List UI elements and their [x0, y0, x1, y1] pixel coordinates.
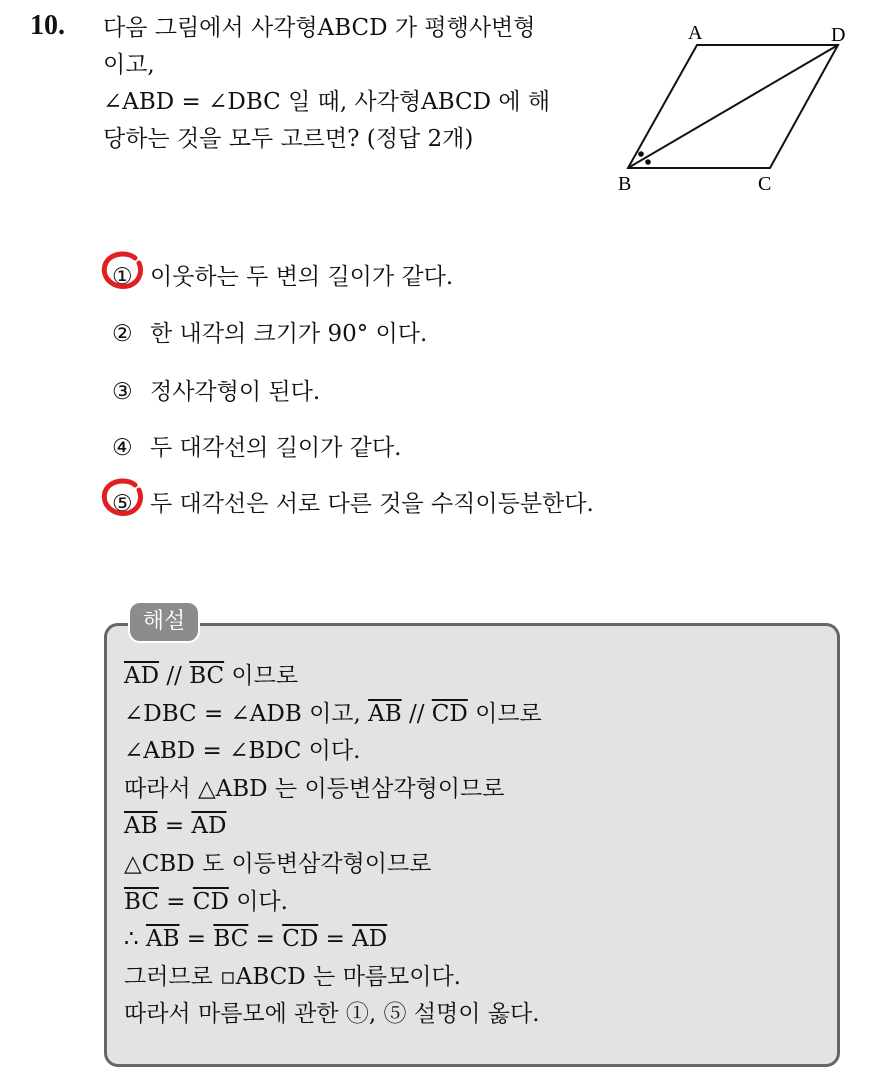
segment-label: $\overline{AD}$ — [191, 813, 227, 840]
explanation-line: △CBD 도 이등변삼각형이므로 — [124, 850, 432, 877]
operator: // — [401, 700, 432, 727]
segment-label: $\overline{CD}$ — [282, 926, 319, 953]
choice-1[interactable] — [112, 258, 453, 291]
operator: = — [158, 888, 193, 915]
answer-circle-mark — [101, 250, 145, 292]
choice-text: 두 대각선의 길이가 같다. — [150, 435, 402, 461]
explanation-line: 따라서 △ABD 는 이등변삼각형이므로 — [124, 775, 505, 802]
explanation-line: 따라서 마름모에 관한 ①, ⑤ 설명이 옳다. — [124, 1001, 540, 1028]
answer-circle-mark — [101, 477, 145, 519]
vertex-label-c: C — [758, 173, 772, 195]
question-line: ∠ABD = ∠DBC 일 때, 사각형ABCD 에 해 — [103, 89, 551, 115]
segment-label: $\overline{BC}$ — [124, 888, 159, 915]
choice-text: 두 대각선은 서로 다른 것을 수직이등분한다. — [150, 491, 594, 517]
vertex-label-b: B — [618, 173, 632, 195]
explanation-line — [124, 884, 824, 922]
segment-label: $\overline{AB}$ — [368, 700, 402, 727]
explanation-line — [124, 808, 824, 846]
choice-number: ③ — [112, 379, 133, 405]
choice-text: 정사각형이 된다. — [150, 379, 321, 405]
angle-mark-dbc — [645, 159, 651, 165]
choice-3[interactable] — [112, 373, 320, 406]
question-stem — [103, 10, 603, 158]
operator: = — [318, 926, 353, 953]
choice-text: 한 내각의 크기가 90° 이다. — [150, 321, 428, 347]
choice-number: ④ — [112, 435, 133, 461]
explanation-line — [124, 658, 824, 696]
explanation-text: 이므로 — [224, 663, 299, 689]
explanation-text: ∴ — [124, 926, 146, 953]
explanation-line — [124, 696, 824, 734]
question-number: 10. — [30, 10, 65, 41]
segment-label: $\overline{CD}$ — [431, 700, 468, 727]
explanation-line: 그러므로 ▫ABCD 는 마름모이다. — [124, 963, 461, 990]
vertex-label-a: A — [688, 22, 703, 44]
operator: = — [248, 926, 283, 953]
segment-label: $\overline{AB}$ — [124, 813, 158, 840]
choice-5[interactable] — [112, 485, 594, 518]
choice-4[interactable] — [112, 429, 401, 462]
operator: = — [157, 813, 192, 840]
segment-label: $\overline{AD}$ — [352, 926, 388, 953]
vertex-label-d: D — [831, 24, 846, 46]
explanation-body — [124, 658, 824, 1034]
explanation-line: ∠ABD = ∠BDC 이다. — [124, 738, 361, 765]
choice-text: 이웃하는 두 변의 길이가 같다. — [150, 264, 454, 290]
explanation-text: 이므로 — [467, 700, 542, 727]
segment-label: $\overline{BC}$ — [213, 926, 249, 953]
explanation-text: ∠DBC = ∠ADB 이고, — [124, 700, 369, 727]
segment-label: $\overline{BC}$ — [189, 663, 225, 689]
choice-2[interactable] — [112, 315, 427, 348]
segment-label: $\overline{CD}$ — [192, 888, 229, 915]
parallelogram-figure — [600, 18, 870, 198]
explanation-text: 이다. — [228, 888, 288, 915]
operator: // — [159, 663, 190, 689]
segment-label: $\overline{AD}$ — [124, 663, 160, 689]
question-line: 다음 그림에서 사각형ABCD 가 평행사변형 — [103, 15, 536, 41]
segment-label: $\overline{AB}$ — [145, 926, 180, 953]
choice-number: ① — [112, 264, 133, 290]
question-line: 당하는 것을 모두 고르면? (정답 2개) — [103, 126, 474, 152]
angle-mark-abd — [638, 151, 644, 157]
diagonal-bd — [628, 45, 838, 168]
operator: = — [179, 926, 214, 953]
explanation-line — [124, 921, 824, 959]
question-line: 이고, — [103, 52, 155, 78]
explanation-tab: 해설 — [128, 601, 200, 643]
choice-number: ② — [112, 321, 133, 347]
choice-number: ⑤ — [112, 491, 133, 517]
